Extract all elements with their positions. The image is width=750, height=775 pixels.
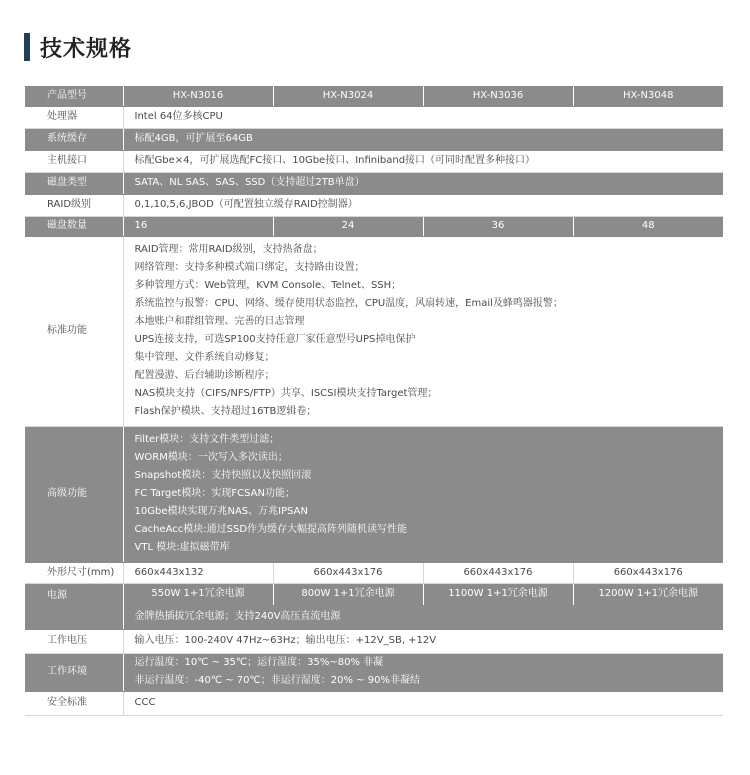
safety-label: 安全标准 [25, 691, 123, 715]
disk-type-label: 磁盘类型 [25, 172, 123, 194]
power-row [25, 583, 723, 605]
power-label: 电源 [25, 583, 123, 629]
disk-count-36: 36 [423, 216, 573, 236]
model-hx-n3048: HX-N3048 [573, 86, 723, 106]
environment-non-running: 非运行温度：-40℃ ~ 70℃；非运行湿度：20% ~ 90%非凝结 [134, 675, 420, 686]
voltage-value: 输入电压：100-240V 47Hz~63Hz；输出电压：+12V_SB, +12V [123, 629, 723, 653]
disk-count-row [25, 216, 723, 236]
advanced-features-row [25, 426, 723, 562]
environment-label: 工作环境 [25, 653, 123, 691]
standard-feature-item: 集中管理、文件系统自动修复； [134, 352, 275, 363]
spec-table [25, 86, 723, 716]
standard-features-row [25, 236, 723, 426]
power-hx-n3016: 550W 1+1冗余电源 [123, 583, 273, 605]
advanced-feature-item: Snapshot模块：支持快照以及快照回滚 [134, 470, 312, 481]
environment-running: 运行温度：10℃ ~ 35℃；运行湿度：35%~80% 非凝 [134, 657, 384, 668]
dimensions-hx-n3024: 660x443x176 [273, 562, 423, 583]
advanced-feature-item: Filter模块：支持文件类型过滤； [134, 434, 280, 445]
disk-count-16: 16 [123, 216, 273, 236]
standard-feature-item: Flash保护模块、支持超过16TB逻辑卷； [134, 406, 317, 417]
disk-type-row [25, 172, 723, 194]
advanced-feature-item: VTL 模块:虚拟磁带库 [134, 542, 230, 553]
disk-count-label: 磁盘数量 [25, 216, 123, 236]
environment-row [25, 653, 723, 691]
safety-row [25, 691, 723, 715]
voltage-row [25, 629, 723, 653]
standard-feature-item: 网络管理：支持多种模式端口绑定，支持路由设置； [134, 262, 365, 273]
disk-type-value: SATA、NL SAS、SAS、SSD（支持超过2TB单盘） [123, 172, 723, 194]
cache-label: 系统缓存 [25, 128, 123, 150]
standard-feature-item: 系统监控与报警：CPU、网络、缓存使用状态监控，CPU温度，风扇转速，Email及蜂鸣器报警； [134, 298, 563, 309]
standard-features-list [123, 236, 723, 426]
power-hx-n3036: 1100W 1+1冗余电源 [423, 583, 573, 605]
heading-accent-bar [24, 33, 30, 61]
disk-count-48: 48 [573, 216, 723, 236]
processor-value: Intel 64位多核CPU [123, 106, 723, 128]
standard-feature-item: RAID管理：常用RAID级别，支持热备盘； [134, 244, 323, 255]
power-hx-n3024: 800W 1+1冗余电源 [273, 583, 423, 605]
raid-label: RAID级别 [25, 194, 123, 216]
model-label: 产品型号 [25, 86, 123, 106]
standard-feature-item: 本地账户和群组管理、完善的日志管理 [134, 316, 305, 327]
model-hx-n3016: HX-N3016 [123, 86, 273, 106]
dimensions-hx-n3036: 660x443x176 [423, 562, 573, 583]
advanced-feature-item: FC Target模块：实现FCSAN功能； [134, 488, 295, 499]
dimensions-hx-n3016: 660x443x132 [123, 562, 273, 583]
safety-value: CCC [123, 691, 723, 715]
standard-feature-item: 配置漫游、后台辅助诊断程序； [134, 370, 275, 381]
standard-features-label: 标准功能 [25, 236, 123, 426]
dimensions-label: 外形尺寸(mm) [25, 562, 123, 583]
model-hx-n3024: HX-N3024 [273, 86, 423, 106]
advanced-features-list [123, 426, 723, 562]
standard-feature-item: NAS模块支持（CIFS/NFS/FTP）共享、ISCSI模块支持Target管理； [134, 388, 438, 399]
standard-feature-item: 多种管理方式：Web管理，KVM Console、Telnet、SSH； [134, 280, 402, 291]
raid-value: 0,1,10,5,6,JBOD（可配置独立缓存RAID控制器） [123, 194, 723, 216]
cache-value: 标配4GB，可扩展至64GB [123, 128, 723, 150]
dimensions-row [25, 562, 723, 583]
host-interface-value: 标配Gbe×4，可扩展选配FC接口、10Gbe接口、Infiniband接口（可同时配置多种接口） [123, 150, 723, 172]
host-interface-row [25, 150, 723, 172]
processor-label: 处理器 [25, 106, 123, 128]
advanced-features-label: 高级功能 [25, 426, 123, 562]
advanced-feature-item: 10Gbe模块实现万兆NAS、万兆IPSAN [134, 506, 308, 517]
host-interface-label: 主机接口 [25, 150, 123, 172]
page-heading [24, 33, 132, 61]
processor-row [25, 106, 723, 128]
model-hx-n3036: HX-N3036 [423, 86, 573, 106]
power-note: 金牌热插拔冗余电源；支持240V高压直流电源 [123, 605, 723, 629]
standard-feature-item: UPS连接支持，可选SP100支持任意厂家任意型号UPS掉电保护 [134, 334, 416, 345]
page-title: 技术规格 [40, 36, 133, 62]
advanced-feature-item: CacheAcc模块:通过SSD作为缓存大幅提高阵列随机读写性能 [134, 524, 408, 535]
dimensions-hx-n3048: 660x443x176 [573, 562, 723, 583]
model-row [25, 86, 723, 106]
cache-row [25, 128, 723, 150]
disk-count-24: 24 [273, 216, 423, 236]
power-hx-n3048: 1200W 1+1冗余电源 [573, 583, 723, 605]
power-note-row [25, 605, 723, 629]
advanced-feature-item: WORM模块：一次写入多次读出； [134, 452, 288, 463]
environment-values [123, 653, 723, 691]
voltage-label: 工作电压 [25, 629, 123, 653]
raid-row [25, 194, 723, 216]
